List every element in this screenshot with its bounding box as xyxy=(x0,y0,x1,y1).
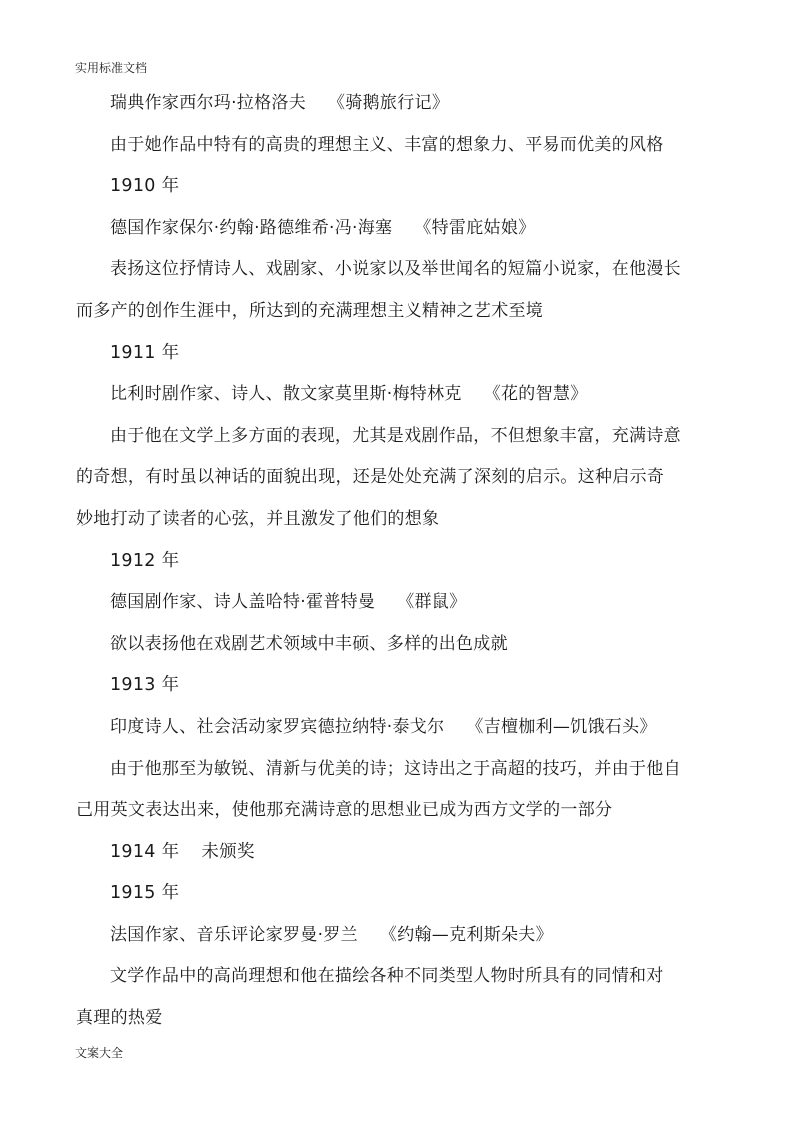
text-line xyxy=(76,624,722,666)
year-label: 1913 年 xyxy=(110,675,180,696)
page-header: 实用标准文档 xyxy=(75,61,148,75)
text-line xyxy=(76,291,722,333)
work-title: 《特雷庇姑娘》 xyxy=(414,217,536,238)
year-label: 1910 年 xyxy=(110,176,180,197)
line-text: 法国作家、音乐评论家罗曼·罗兰 xyxy=(110,924,358,945)
text-line xyxy=(76,374,722,416)
year-heading xyxy=(76,333,722,375)
text-line xyxy=(76,707,722,749)
award-note: 未颁奖 xyxy=(201,841,255,862)
year-label: 1912 年 xyxy=(110,550,180,571)
text-line xyxy=(76,998,722,1040)
work-title: 《骑鹅旅行记》 xyxy=(328,93,450,113)
text-line xyxy=(76,208,722,250)
line-text: 德国剧作家、诗人盖哈特·霍普特曼 xyxy=(110,592,376,613)
work-title: 《约翰—克利斯朵夫》 xyxy=(379,924,553,945)
text-line xyxy=(76,956,722,998)
line-text: 文学作品中的高尚理想和他在描绘各种不同类型人物时所具有的同情和对 xyxy=(110,966,664,987)
text-line xyxy=(76,915,722,957)
document-body xyxy=(76,83,722,1040)
line-text: 瑞典作家西尔玛·拉格洛夫 xyxy=(110,93,307,113)
line-text: 由于她作品中特有的高贵的理想主义、丰富的想象力、平易而优美的风格 xyxy=(110,134,664,155)
line-text: 的奇想，有时虽以神话的面貌出现，还是处处充满了深刻的启示。这种启示奇 xyxy=(76,467,665,488)
year-heading xyxy=(76,665,722,707)
line-text: 印度诗人、社会活动家罗宾德拉纳特·泰戈尔 xyxy=(110,716,445,737)
text-line xyxy=(76,499,722,541)
line-text: 欲以表扬他在戏剧艺术领域中丰硕、多样的出色成就 xyxy=(110,633,508,654)
page-footer: 文案大全 xyxy=(75,1046,124,1060)
line-text: 由于他在文学上多方面的表现，尤其是戏剧作品，不但想象丰富，充满诗意 xyxy=(110,425,681,446)
line-text: 表扬这位抒情诗人、戏剧家、小说家以及举世闻名的短篇小说家，在他漫长 xyxy=(110,259,681,280)
line-text: 由于他那至为敏锐、清新与优美的诗；这诗出之于高超的技巧，并由于他自 xyxy=(110,758,681,779)
year-heading xyxy=(76,541,722,583)
line-text: 妙地打动了读者的心弦，并且激发了他们的想象 xyxy=(76,508,440,529)
line-text: 真理的热爱 xyxy=(76,1008,163,1029)
work-title: 《群鼠》 xyxy=(397,592,467,613)
work-title: 《吉檀枷利—饥饿石头》 xyxy=(466,716,657,737)
text-line xyxy=(76,416,722,458)
text-line xyxy=(76,582,722,624)
line-text: 而多产的创作生涯中，所达到的充满理想主义精神之艺术至境 xyxy=(76,300,544,321)
year-label: 1911 年 xyxy=(110,342,180,363)
text-line xyxy=(76,749,722,791)
text-line xyxy=(76,125,722,167)
line-text: 比利时剧作家、诗人、散文家莫里斯·梅特林克 xyxy=(110,384,462,405)
year-heading xyxy=(76,873,722,915)
work-title: 《花的智慧》 xyxy=(483,384,588,405)
text-line xyxy=(76,249,722,291)
year-label: 1914 年 xyxy=(110,841,180,862)
text-line xyxy=(76,83,722,125)
text-line xyxy=(76,790,722,832)
line-text: 德国作家保尔·约翰·路德维希·冯·海塞 xyxy=(110,217,393,238)
year-heading xyxy=(76,832,722,874)
year-label: 1915 年 xyxy=(110,883,180,904)
year-heading xyxy=(76,166,722,208)
text-line xyxy=(76,457,722,499)
line-text: 己用英文表达出来，使他那充满诗意的思想业已成为西方文学的一部分 xyxy=(76,800,613,821)
